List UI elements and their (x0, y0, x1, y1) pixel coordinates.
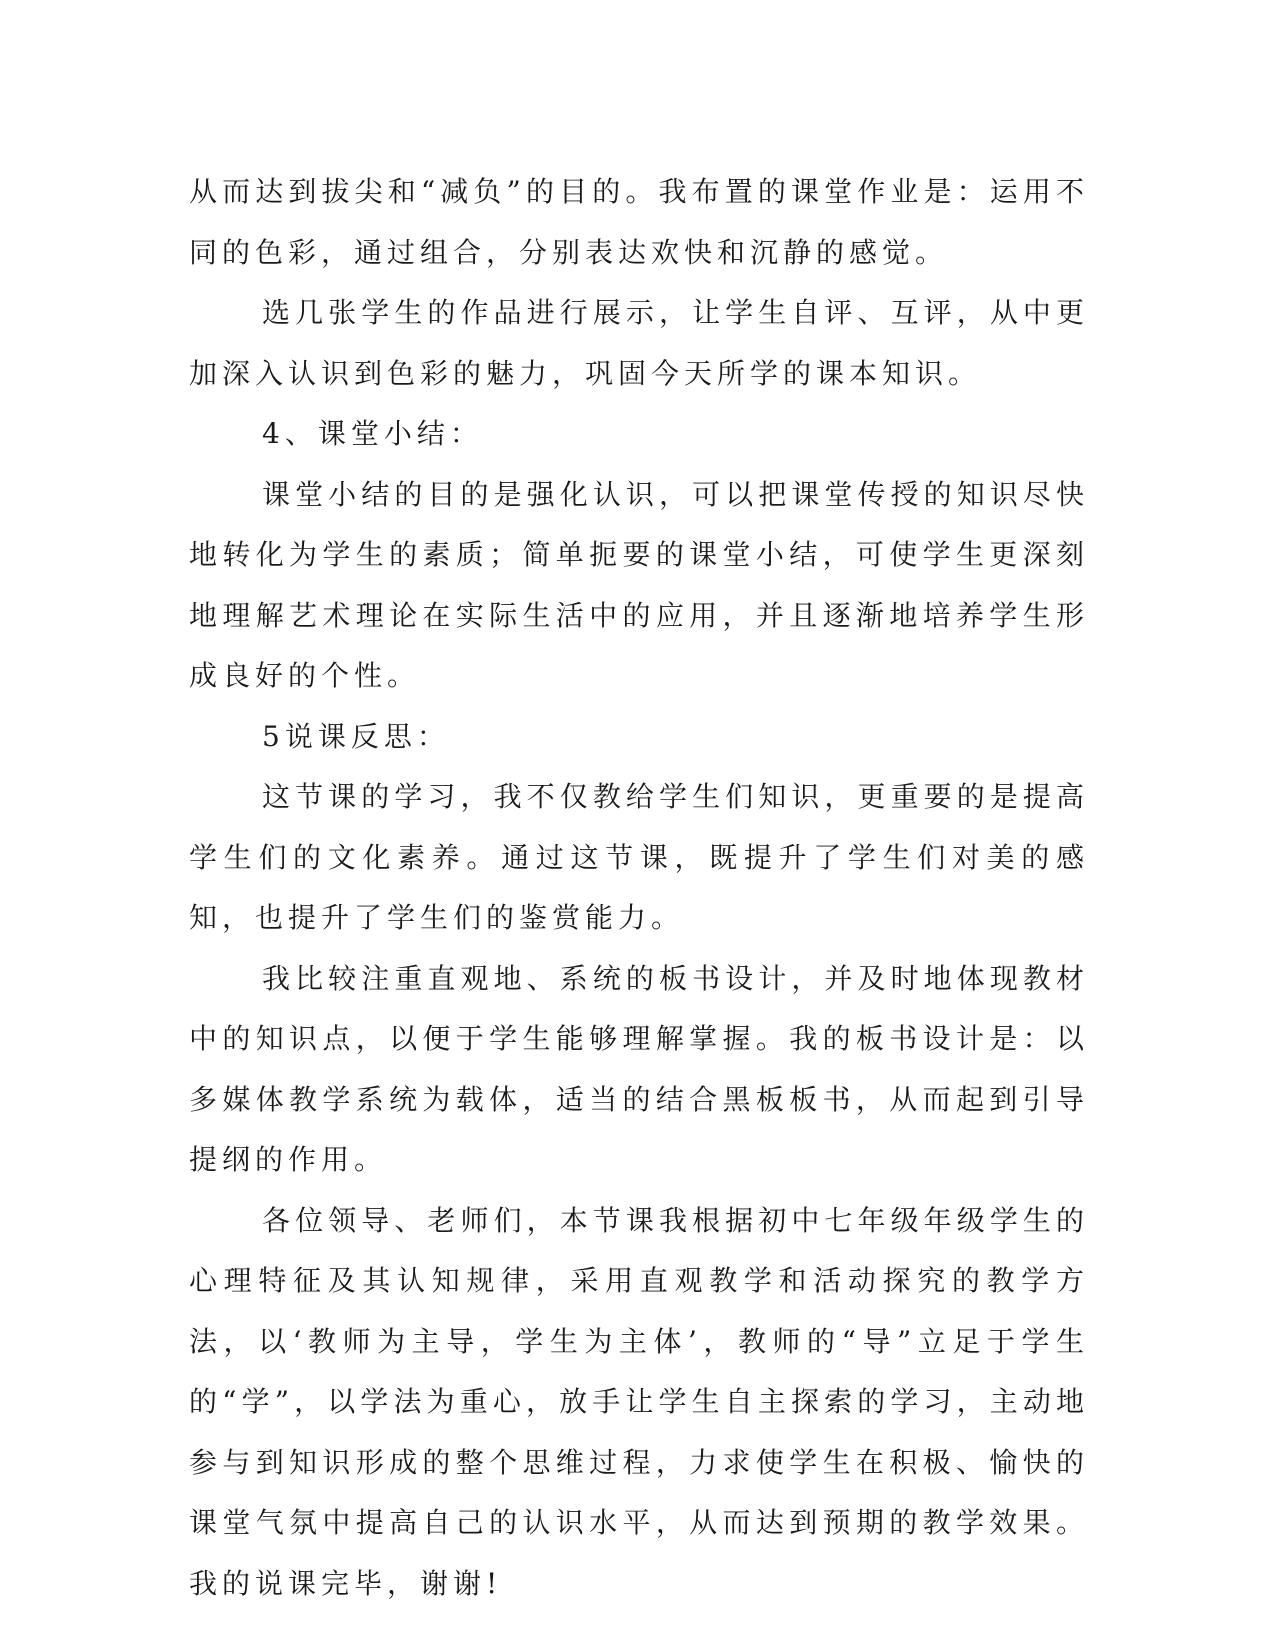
paragraph-1: 从而达到拔尖和“减负”的目的。我布置的课堂作业是：运用不同的色彩，通过组合，分别表达欢快和沉静的感觉。 (189, 175, 1089, 269)
document-body (189, 162, 1089, 1614)
paragraph-4: 这节课的学习，我不仅教给学生们知识，更重要的是提高学生们的文化素养。通过这节课，既提升了学生们对美的感知，也提升了学生们的鉴赏能力。 (189, 780, 1089, 934)
paragraph-6: 各位领导、老师们，本节课我根据初中七年级年级学生的心理特征及其认知规律，采用直观教学和活动探究的教学方法，以‘教师为主导，学生为主体’，教师的“导”立足于学生的“学”，以学法为重心，放手让学生自主探索的学习，主动地参与到知识形成的整个思维过程，力求使学生在积极、愉快的课堂气氛中提高自己的认识水平，从而达到预期的教学效果。我的说课完毕，谢谢! (189, 1203, 1089, 1600)
paragraph-5: 我比较注重直观地、系统的板书设计，并及时地体现教材中的知识点，以便于学生能够理解掌握。我的板书设计是：以多媒体教学系统为载体，适当的结合黑板板书，从而起到引导提纲的作用。 (189, 961, 1089, 1176)
paragraph-2: 选几张学生的作品进行展示，让学生自评、互评，从中更加深入认识到色彩的魅力，巩固今天所学的课本知识。 (189, 296, 1089, 390)
section-heading-summary: 4、课堂小结： (262, 417, 483, 450)
section-heading-reflection: 5说课反思： (262, 719, 450, 753)
paragraph-3: 课堂小结的目的是强化认识，可以把课堂传授的知识尽快地转化为学生的素质；简单扼要的课堂小结，可使学生更深刻地理解艺术理论在实际生活中的应用，并且逐渐地培养学生形成良好的个性。 (189, 477, 1089, 692)
